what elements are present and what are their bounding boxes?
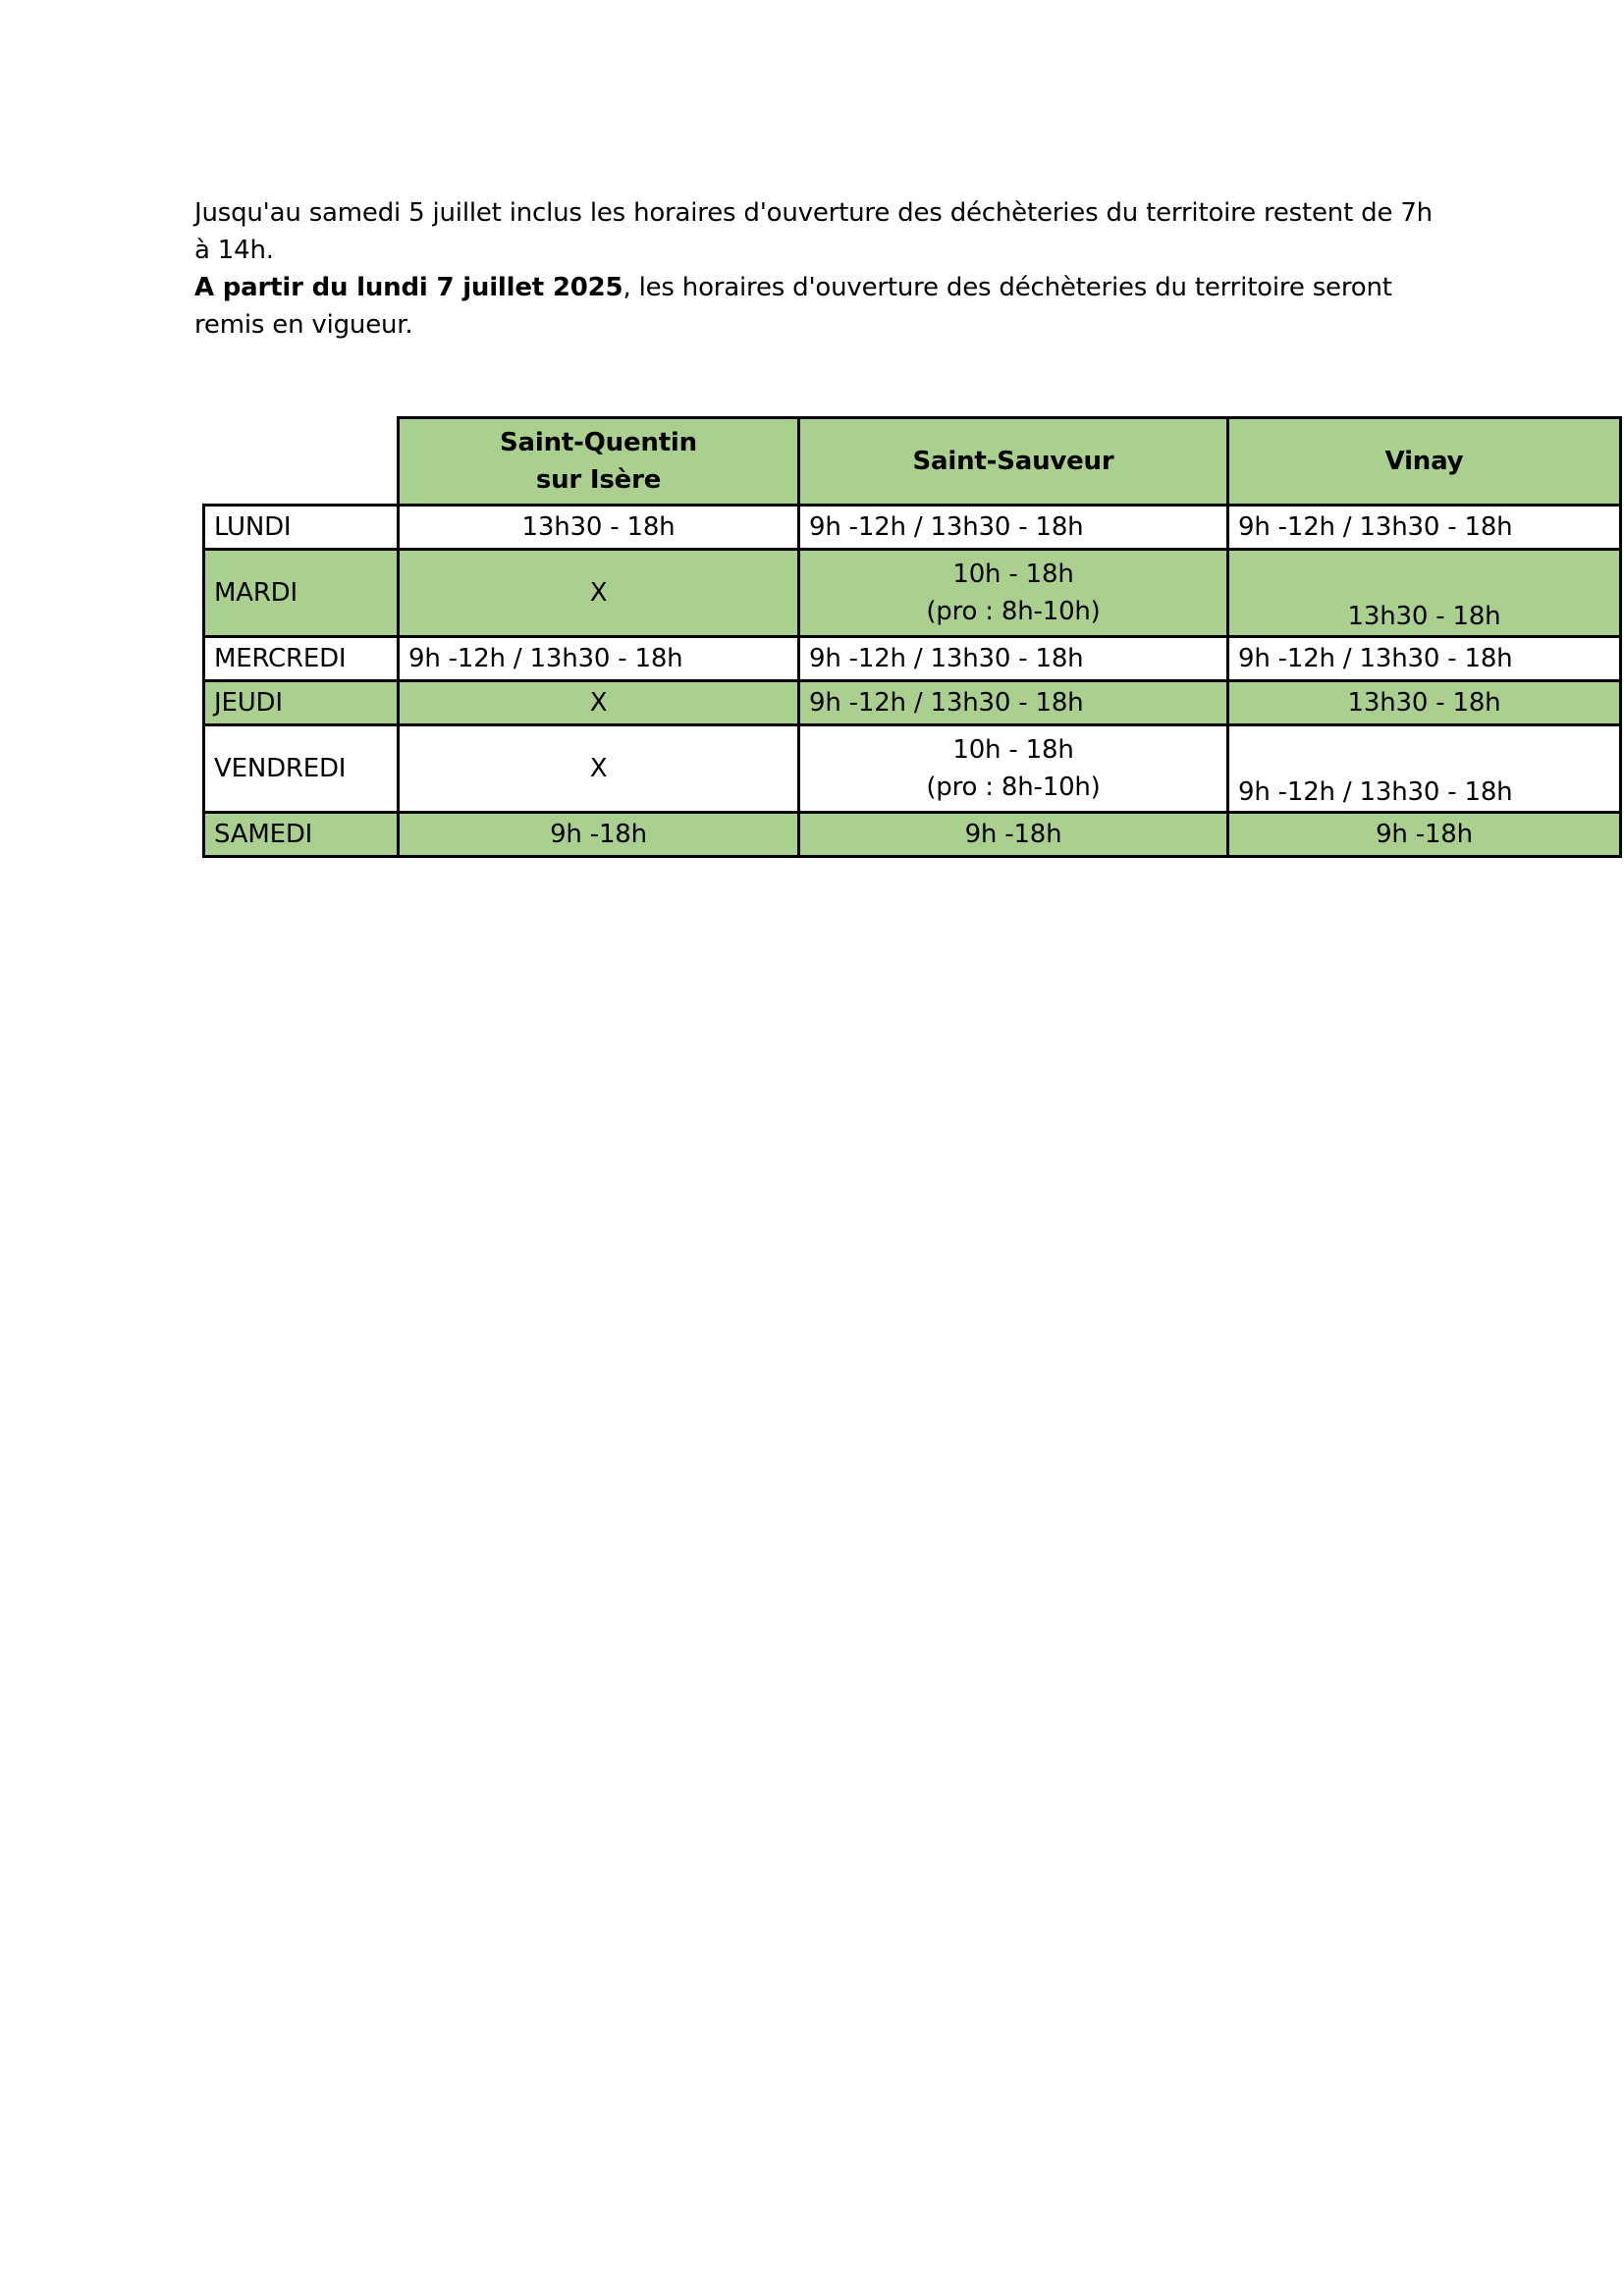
header-saint-sauveur: Saint-Sauveur [799,418,1228,506]
hours-cell: 9h -12h / 13h30 - 18h [799,681,1228,725]
header-corner [204,418,399,506]
intro-text [194,194,1451,344]
hours-cell: 9h -12h / 13h30 - 18h [1228,725,1621,813]
hours-cell: 9h -12h / 13h30 - 18h [1228,637,1621,681]
day-cell: MERCREDI [204,637,399,681]
hours-cell: X [399,725,799,813]
hours-cell: X [399,681,799,725]
hours-cell: 9h -12h / 13h30 - 18h [799,637,1228,681]
day-cell: SAMEDI [204,813,399,857]
hours-cell: 10h - 18h (pro : 8h-10h) [799,725,1228,813]
hours-cell: 9h -12h / 13h30 - 18h [1228,506,1621,550]
hours-cell: 9h -18h [799,813,1228,857]
day-cell: LUNDI [204,506,399,550]
header-saint-quentin: Saint-Quentin sur Isère [399,418,799,506]
table-row-samedi [204,813,1621,857]
hours-cell: 13h30 - 18h [1228,681,1621,725]
table-row-jeudi [204,681,1621,725]
hours-cell: 9h -18h [1228,813,1621,857]
schedule-table [202,416,1622,858]
intro-line-2 [194,269,1451,344]
table-row-mardi [204,550,1621,637]
intro-line-1: Jusqu'au samedi 5 juillet inclus les horaires d'ouverture des déchèteries du territoire restent de 7h à 14h. [194,198,1433,265]
intro-date-bold: A partir du lundi 7 juillet 2025 [194,273,623,302]
header-vinay: Vinay [1228,418,1621,506]
hours-cell: 9h -18h [399,813,799,857]
hours-cell: 9h -12h / 13h30 - 18h [799,506,1228,550]
hours-cell: 10h - 18h (pro : 8h-10h) [799,550,1228,637]
table-row-vendredi [204,725,1621,813]
hours-cell: 13h30 - 18h [1228,550,1621,637]
intro-line-2-rest: , les horaires d'ouverture des déchèteries du territoire seront remis en vigueur. [194,273,1392,340]
hours-cell: X [399,550,799,637]
hours-cell: 9h -12h / 13h30 - 18h [399,637,799,681]
day-cell: MARDI [204,550,399,637]
header-row [204,418,1621,506]
hours-cell: 13h30 - 18h [399,506,799,550]
day-cell: JEUDI [204,681,399,725]
table-row-mercredi [204,637,1621,681]
day-cell: VENDREDI [204,725,399,813]
table-row-lundi [204,506,1621,550]
